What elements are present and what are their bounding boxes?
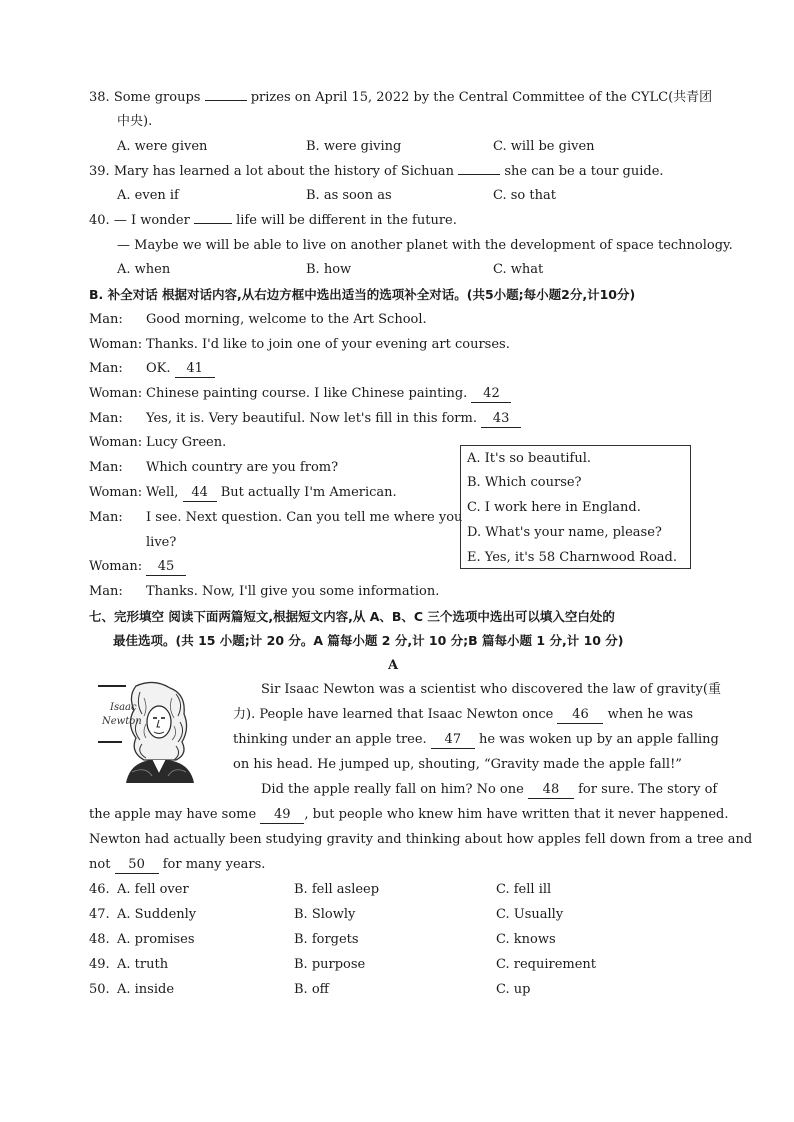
dialogue-speaker-4: Woman:	[89, 386, 143, 401]
passage-line-8: not 50 for many years.	[89, 857, 266, 872]
question-40-stem: 40. — I wonder life will be different in the future.	[89, 213, 457, 228]
blank-38	[205, 100, 247, 101]
choice-50-number: 50.	[89, 982, 110, 997]
q39-option-a: A. even if	[117, 188, 179, 203]
blank-39	[458, 174, 500, 175]
dialogue-speaker-3: Man:	[89, 361, 123, 376]
blank-48: 48	[528, 782, 574, 799]
box-option-d: D. What's your name, please?	[467, 525, 662, 540]
dialogue-speaker-5: Man:	[89, 411, 123, 426]
passage-line-7: Newton had actually been studying gravity and thinking about how apples fell down from a tree and	[89, 832, 753, 847]
q39-option-b: B. as soon as	[306, 188, 392, 203]
question-39-stem: 39. Mary has learned a lot about the history of Sichuan she can be a tour guide.	[89, 164, 664, 179]
choice-48-number: 48.	[89, 932, 110, 947]
passage-line-2: 力). People have learned that Isaac Newton once 46 when he was	[233, 707, 694, 722]
dialogue-speaker-11: Man:	[89, 584, 123, 599]
passage-line-5: Did the apple really fall on him? No one 48 for sure. The story of	[261, 782, 718, 797]
choice-48-c: C. knows	[496, 932, 556, 947]
choice-49-a: A. truth	[117, 957, 169, 972]
blank-41: 41	[175, 361, 215, 378]
blank-49: 49	[260, 807, 304, 824]
passage-line-4: on his head. He jumped up, shouting, “Gravity made the apple fall!”	[233, 757, 682, 772]
dialogue-speaker-6: Woman:	[89, 435, 143, 450]
question-40-reply: — Maybe we will be able to live on another planet with the development of space technology.	[117, 238, 733, 253]
dialogue-line-7: Which country are you from?	[146, 460, 339, 475]
dialogue-line-11: Thanks. Now, I'll give you some information.	[146, 584, 440, 599]
dialogue-line-3: OK. 41	[146, 360, 215, 378]
choice-46-b: B. fell asleep	[294, 882, 380, 897]
box-option-e: E. Yes, it's 58 Charnwood Road.	[467, 550, 677, 565]
passage-line-3: thinking under an apple tree. 47 he was woken up by an apple falling	[233, 732, 719, 747]
q39-option-c: C. so that	[493, 188, 556, 203]
section-b-heading: B. 补全对话 根据对话内容,从右边方框中选出适当的选项补全对话。(共5小题;每小题2分,计10分)	[89, 287, 636, 302]
choice-49-number: 49.	[89, 957, 110, 972]
section-7-heading-line2: 最佳选项。(共 15 小题;计 20 分。A 篇每小题 2 分,计 10 分;B 篇每小题 1 分,计 10 分)	[113, 633, 624, 648]
dialogue-speaker-7: Man:	[89, 460, 123, 475]
choice-49-b: B. purpose	[294, 957, 366, 972]
q40-option-b: B. how	[306, 262, 352, 277]
dialogue-speaker-10: Woman:	[89, 559, 143, 574]
question-38-stem-cont: 中央).	[117, 114, 153, 129]
choice-47-b: B. Slowly	[294, 907, 356, 922]
choice-50-b: B. off	[294, 982, 329, 997]
passage-line-6: the apple may have some 49 , but people who knew him have written that it never happened.	[89, 807, 729, 822]
section-7-heading-line1: 七、完形填空 阅读下面两篇短文,根据短文内容,从 A、B、C 三个选项中选出可以填入空白处的	[89, 609, 615, 624]
dialogue-line-5: Yes, it is. Very beautiful. Now let's fill in this form. 43	[146, 410, 521, 428]
passage-a-title: A	[388, 658, 399, 673]
blank-43: 43	[481, 411, 521, 428]
choice-48-b: B. forgets	[294, 932, 359, 947]
q38-option-b: B. were giving	[306, 139, 402, 154]
dialogue-line-9: I see. Next question. Can you tell me where you	[146, 510, 463, 525]
choice-50-a: A. inside	[117, 982, 175, 997]
box-option-a: A. It's so beautiful.	[467, 451, 592, 466]
choice-46-number: 46.	[89, 882, 110, 897]
blank-47: 47	[431, 732, 475, 749]
passage-line-1: Sir Isaac Newton was a scientist who discovered the law of gravity(重	[261, 682, 721, 697]
box-option-c: C. I work here in England.	[467, 500, 641, 515]
blank-45: 45	[146, 559, 186, 576]
blank-50: 50	[115, 857, 159, 874]
portrait-caption-2: Newton	[102, 716, 142, 727]
choice-46-c: C. fell ill	[496, 882, 552, 897]
dialogue-speaker-8: Woman:	[89, 485, 143, 500]
box-option-b: B. Which course?	[467, 475, 582, 490]
newton-portrait-image	[96, 680, 226, 783]
dialogue-line-2: Thanks. I'd like to join one of your evening art courses.	[146, 337, 510, 352]
dialogue-line-9-cont: live?	[146, 535, 177, 550]
q38-option-a: A. were given	[117, 139, 208, 154]
dialogue-speaker-2: Woman:	[89, 337, 143, 352]
choice-46-a: A. fell over	[117, 882, 189, 897]
portrait-caption-1: Isaac	[110, 702, 137, 713]
choice-47-a: A. Suddenly	[117, 907, 197, 922]
dialogue-speaker-1: Man:	[89, 312, 123, 327]
dialogue-line-8: Well, 44 But actually I'm American.	[146, 485, 397, 500]
blank-40	[194, 223, 232, 224]
choice-49-c: C. requirement	[496, 957, 597, 972]
dialogue-line-4: Chinese painting course. I like Chinese painting. 42	[146, 385, 511, 403]
q40-option-a: A. when	[117, 262, 171, 277]
blank-46: 46	[557, 707, 603, 724]
blank-42: 42	[471, 386, 511, 403]
q40-option-c: C. what	[493, 262, 544, 277]
dialogue-line-6: Lucy Green.	[146, 435, 227, 450]
dialogue-line-1: Good morning, welcome to the Art School.	[146, 312, 427, 327]
question-38-stem: 38. Some groups prizes on April 15, 2022 by the Central Committee of the CYLC(共青团	[89, 90, 713, 105]
q38-option-c: C. will be given	[493, 139, 595, 154]
blank-44: 44	[183, 485, 217, 502]
choice-48-a: A. promises	[117, 932, 195, 947]
choice-50-c: C. up	[496, 982, 531, 997]
dialogue-line-10	[146, 558, 186, 576]
dialogue-speaker-9: Man:	[89, 510, 123, 525]
choice-47-number: 47.	[89, 907, 110, 922]
choice-47-c: C. Usually	[496, 907, 564, 922]
